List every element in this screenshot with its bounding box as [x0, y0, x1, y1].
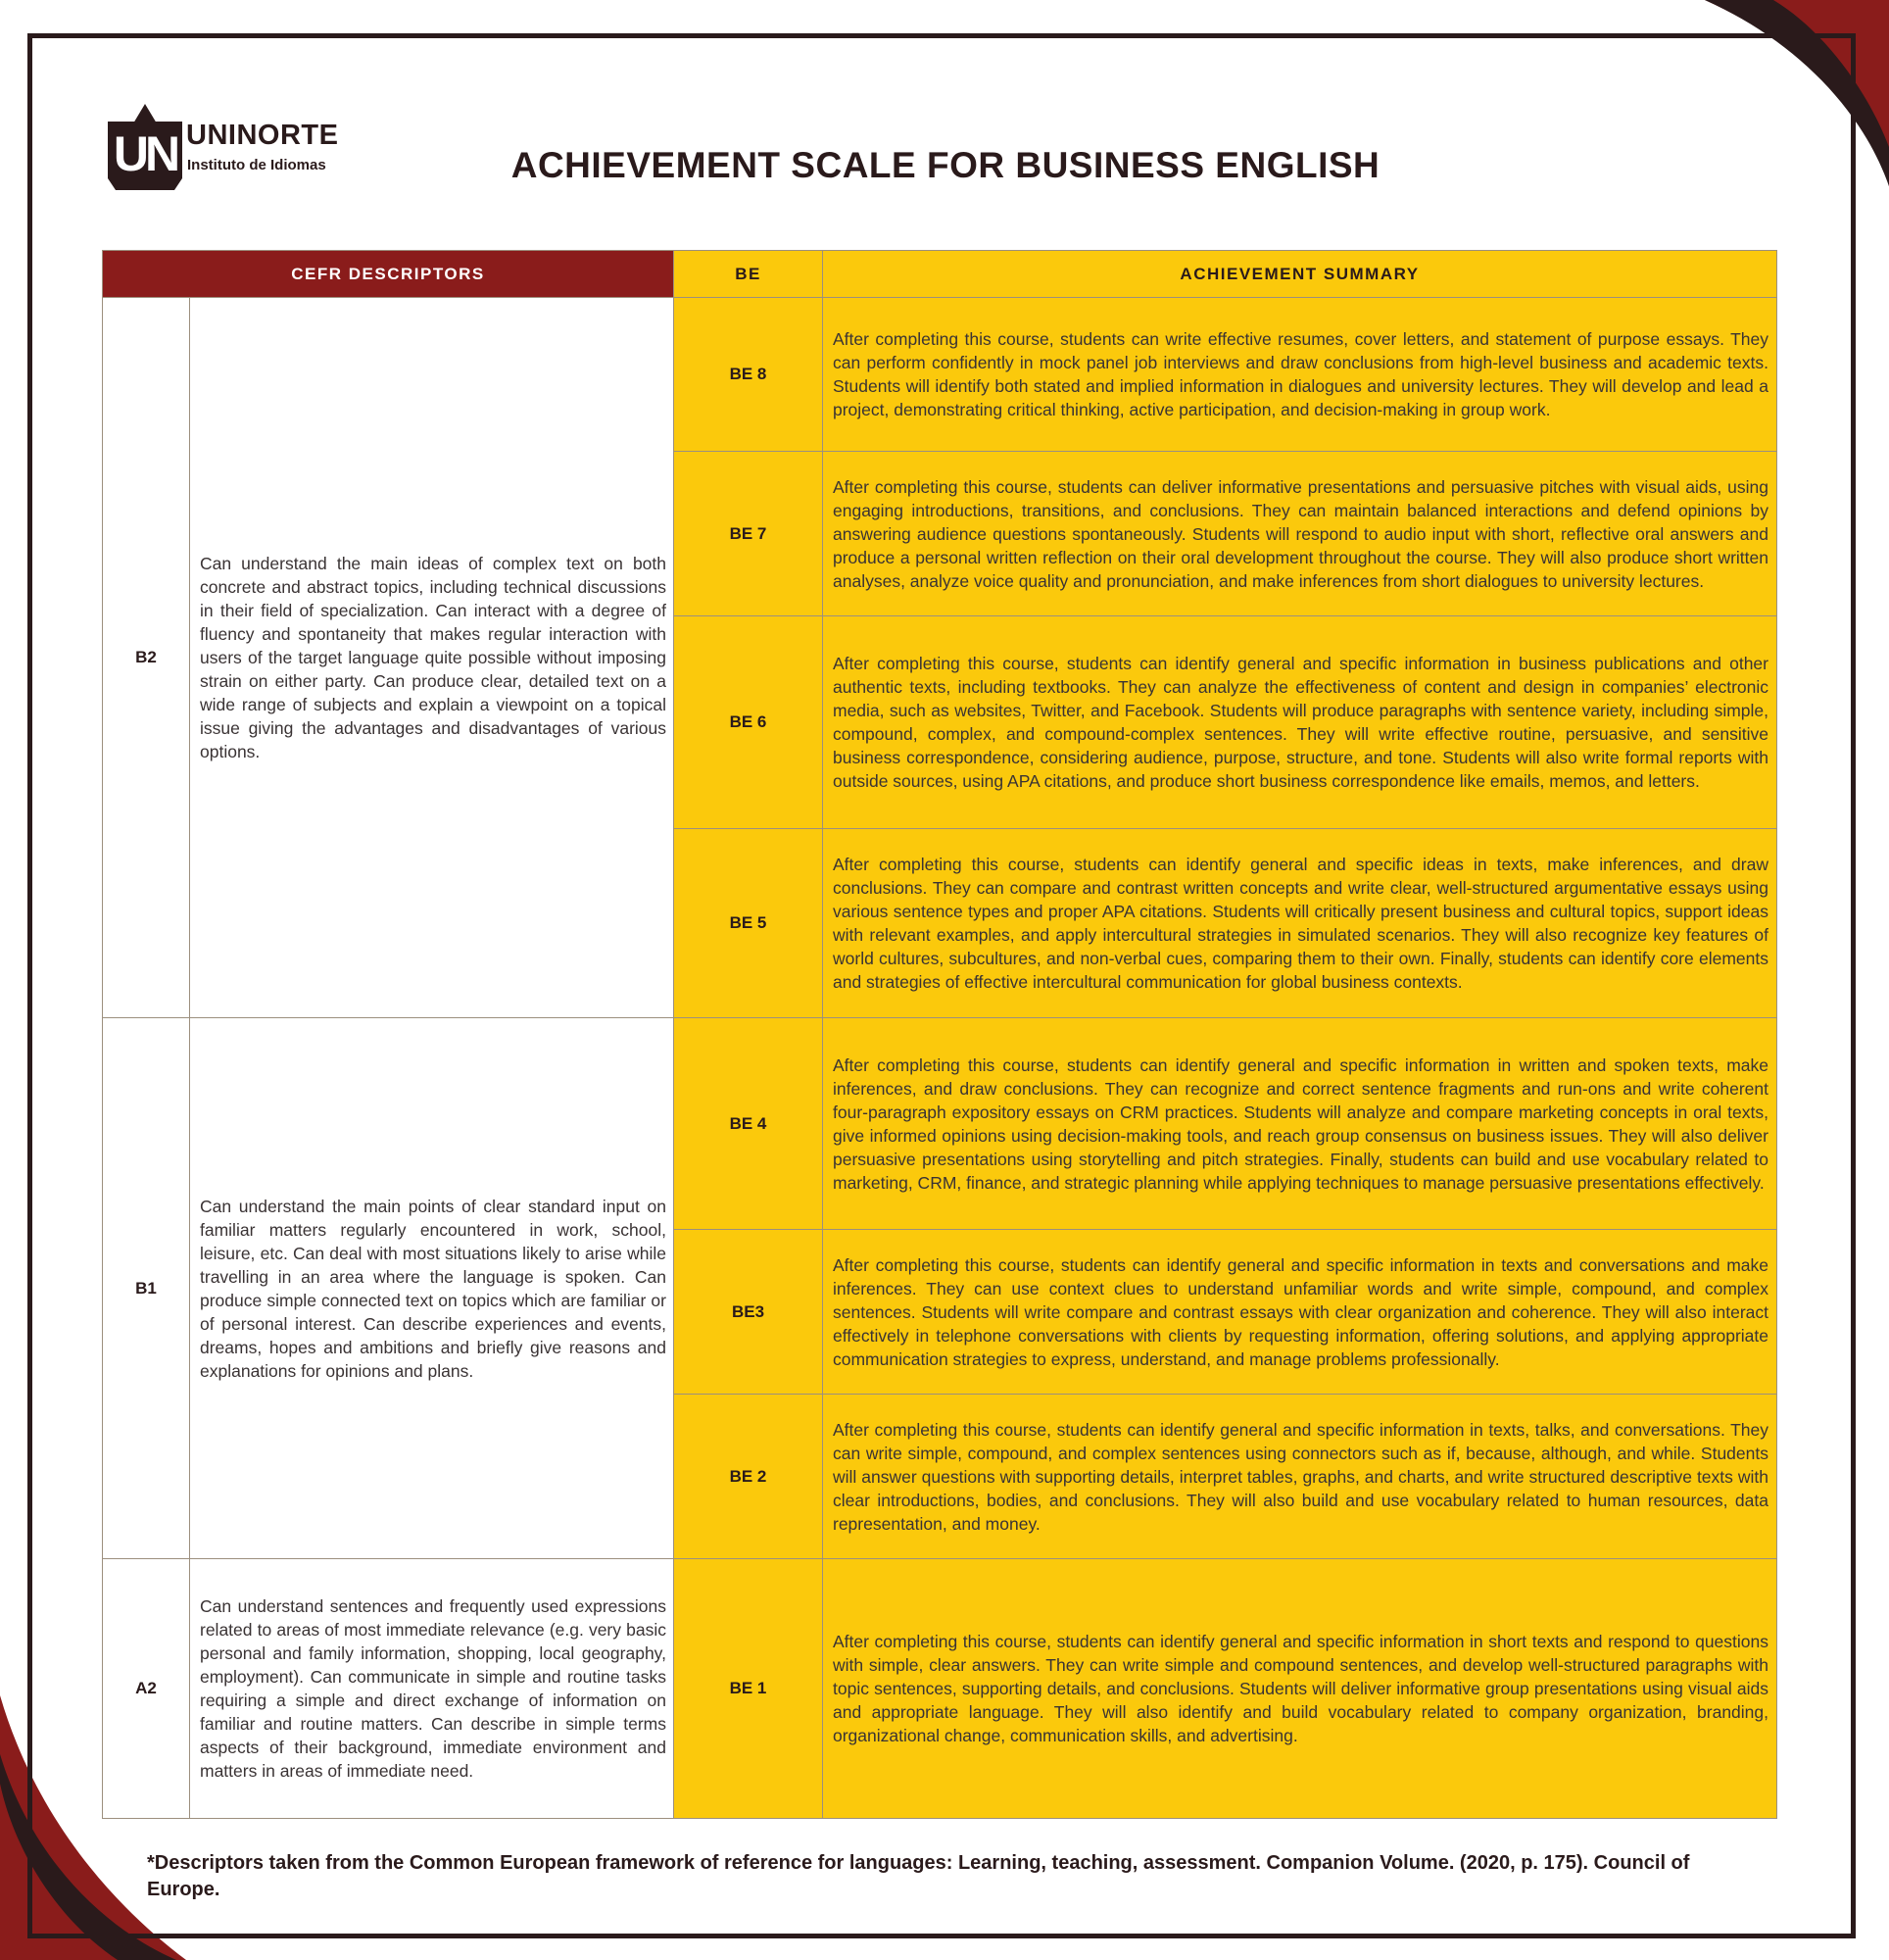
table-row: [103, 1018, 1777, 1230]
be-level-6: BE 6: [674, 616, 823, 829]
header-cefr-descriptors: CEFR DESCRIPTORS: [103, 251, 674, 298]
be-level-2: BE 2: [674, 1395, 823, 1559]
be-level-8: BE 8: [674, 298, 823, 452]
be-level-4: BE 4: [674, 1018, 823, 1230]
logo-mark-icon: [106, 102, 184, 192]
logo-name: UNINORTE: [186, 120, 339, 151]
achievement-summary-be2: After completing this course, students can identify general and specific information in texts, talks, and conversations. They can write simple, compound, and complex sentences using connectors such as if, because, although, and while. Students will answer questions with supporting details, interpret tables, graphs, and charts, and write structured descriptive texts with clear introductions, bodies, and conclusions. They will also build and use vocabulary related to human resources, data representation, and money.: [823, 1395, 1777, 1559]
be-level-1: BE 1: [674, 1559, 823, 1819]
be-level-3: BE3: [674, 1230, 823, 1395]
table-header-row: [103, 251, 1777, 298]
be-level-5: BE 5: [674, 829, 823, 1018]
table-row: [103, 298, 1777, 452]
page-title: ACHIEVEMENT SCALE FOR BUSINESS ENGLISH: [510, 145, 1380, 185]
cefr-descriptor-b1: Can understand the main points of clear standard input on familiar matters regularly encountered in work, school, leisure, etc. Can deal with most situations likely to arise while travelling in an area where the language is spoken. Can produce simple connected text on topics which are familiar or of personal interest. Can describe experiences and events, dreams, hopes and ambitions and briefly give reasons and explanations for opinions and plans.: [190, 1018, 674, 1559]
cefr-level-b1: B1: [103, 1018, 190, 1559]
uninorte-logo: [106, 102, 361, 196]
achievement-summary-be3: After completing this course, students can identify general and specific information in texts and conversations and make inferences. They can use context clues to understand unfamiliar words and write simple, compound, and complex sentences. Students will write compare and contrast essays with clear organization and coherence. They will also interact effectively in telephone conversations with clients by requesting information, offering solutions, and applying appropriate communication strategies to express, understand, and manage problems professionally.: [823, 1230, 1777, 1395]
achievement-summary-be5: After completing this course, students can identify general and specific ideas in texts, make inferences, and draw conclusions. They can compare and contrast written concepts and write clear, well-structured argumentative essays using various sentence types and proper APA citations. Students will critically present business and cultural topics, support ideas with relevant examples, and apply intercultural strategies in simulated scenarios. They will also recognize key features of world cultures, subcultures, and non-verbal cues, comparing them to their own. Finally, students can identify core elements and strategies of effective intercultural communication for global business contexts.: [823, 829, 1777, 1018]
be-level-7: BE 7: [674, 452, 823, 616]
cefr-descriptor-b2: Can understand the main ideas of complex text on both concrete and abstract topics, including technical discussions in their field of specialization. Can interact with a degree of fluency and spontaneity that makes regular interaction with users of the target language quite possible without imposing strain on either party. Can produce clear, detailed text on a wide range of subjects and explain a viewpoint on a topical issue giving the advantages and disadvantages of various options.: [190, 298, 674, 1018]
achievement-summary-be1: After completing this course, students can identify general and specific information in short texts and respond to questions with simple, clear answers. They can write simple and compound sentences, and develop well-structured paragraphs with topic sentences, supporting details, and conclusions. Students will deliver informative group presentations using visual aids and appropriate language. They will also identify and build vocabulary related to company organization, branding, organizational change, communication skills, and advertising.: [823, 1559, 1777, 1819]
cefr-level-b2: B2: [103, 298, 190, 1018]
header-be: BE: [674, 251, 823, 298]
cefr-level-a2: A2: [103, 1559, 190, 1819]
achievement-scale-table: [102, 250, 1777, 1819]
achievement-summary-be7: After completing this course, students can deliver informative presentations and persuasive pitches with visual aids, using engaging introductions, transitions, and conclusions. They can maintain balanced interactions and defend opinions by answering audience questions spontaneously. Students will respond to audio input with short, reflective oral answers and produce a personal written reflection on their oral development throughout the course. They will also produce short written analyses, analyze voice quality and pronunciation, and make inferences from short dialogues to university lectures.: [823, 452, 1777, 616]
header-achievement-summary: ACHIEVEMENT SUMMARY: [823, 251, 1777, 298]
footnote-source: *Descriptors taken from the Common European framework of reference for languages: Learning, teaching, assessment. Companion Volume. (2020, p. 175). Council of Europe.: [147, 1852, 1690, 1900]
achievement-summary-be6: After completing this course, students can identify general and specific information in business publications and other authentic texts, including textbooks. They can analyze the effectiveness of content and design in companies’ electronic media, such as websites, Twitter, and Facebook. Students will produce paragraphs with sentence variety, including simple, compound, complex, and compound-complex sentences. They will write effective routine, persuasive, and sensitive business correspondence, considering audience, purpose, structure, and tone. Students will also write formal reports with outside sources, using APA citations, and produce short business correspondence like emails, memos, and letters.: [823, 616, 1777, 829]
table-row: [103, 1559, 1777, 1819]
svg-text:UN: UN: [113, 126, 177, 181]
logo-subtitle: Instituto de Idiomas: [187, 157, 326, 173]
cefr-descriptor-a2: Can understand sentences and frequently used expressions related to areas of most immediate relevance (e.g. very basic personal and family information, shopping, local geography, employment). Can communicate in simple and routine tasks requiring a simple and direct exchange of information on familiar and routine matters. Can describe in simple terms aspects of their background, immediate environment and matters in areas of immediate need.: [190, 1559, 674, 1819]
achievement-summary-be8: After completing this course, students can write effective resumes, cover letters, and statement of purpose essays. They can perform confidently in mock panel job interviews and draw conclusions from high-level business and academic texts. Students will identify both stated and implied information in dialogues and university lectures. They will develop and lead a project, demonstrating critical thinking, active participation, and decision-making in group work.: [823, 298, 1777, 452]
achievement-summary-be4: After completing this course, students can identify general and specific information in written and spoken texts, make inferences, and draw conclusions. They can recognize and correct sentence fragments and run-ons and write coherent four-paragraph expository essays on CRM practices. Students will analyze and compare marketing concepts in oral texts, give informed opinions using decision-making tools, and reach group consensus on business issues. They will also deliver persuasive presentations using storytelling and pitch strategies. Finally, students can build and use vocabulary related to marketing, CRM, finance, and strategic planning while applying techniques to manage persuasive presentations effectively.: [823, 1018, 1777, 1230]
